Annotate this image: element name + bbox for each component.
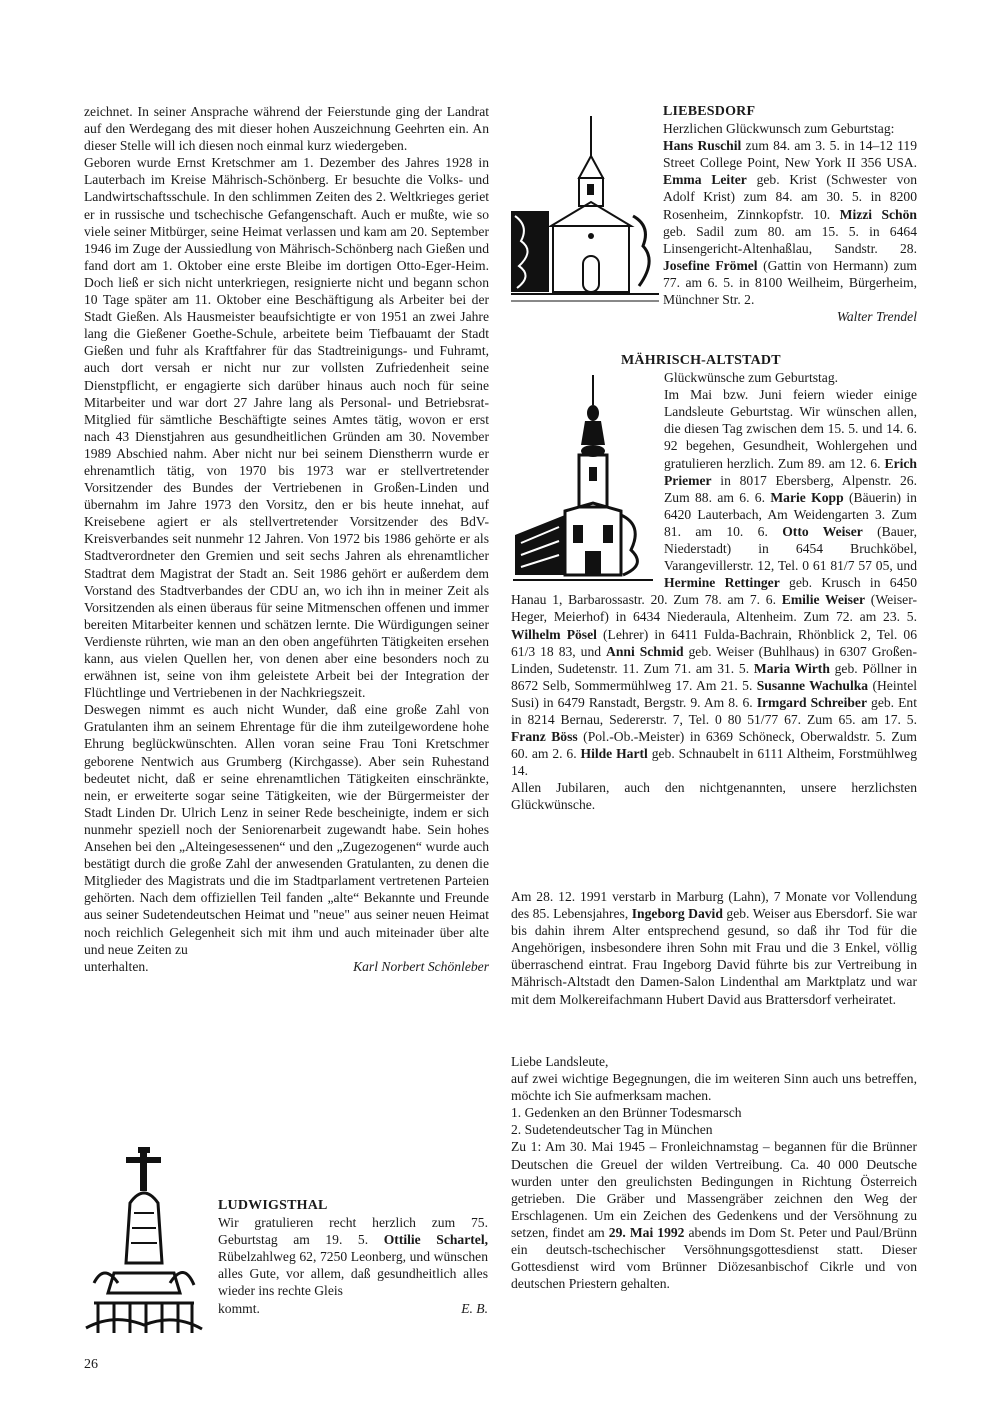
obituary-text: Am 28. 12. 1991 verstarb in Marburg (Lahn), 7 Monate vor Vollendung des 85. Lebensjahres, Ingeborg David geb. Weiser aus Ebersdorf. Sie war bis dahin ihrem Alter entsprechend gesund, so daß ihr Tod für die Angehörigen, insbesondere ihren Sohn mit Frau und die 3 Enkel, völlig überraschend eintrat. Frau Ingeborg David führte bis zur Vertreibung in Mährisch-Altstadt den Damen-Salon Lindenthal am Marktplatz und war mit dem Molkereifachmann Hubert David aus Brattersdorf verheiratet. bbox=[511, 889, 918, 1007]
person-name: Ingeborg David bbox=[631, 906, 723, 922]
letter-greeting: Liebe Landsleute, bbox=[511, 1054, 609, 1069]
person-name: Ottilie Schartel, bbox=[383, 1232, 488, 1248]
page-number: 26 bbox=[84, 1357, 98, 1372]
section-heading: LUDWIGSTHAL bbox=[218, 1198, 328, 1213]
liebesdorf-author: Walter Trendel bbox=[836, 309, 917, 325]
person-name: Mizzi Schön bbox=[839, 206, 917, 222]
article-last-words: unterhalten. bbox=[84, 958, 149, 974]
person-name: Marie Kopp bbox=[770, 489, 844, 505]
person-name: Emma Leiter bbox=[663, 172, 747, 188]
person-name: Hermine Rettinger bbox=[664, 575, 780, 591]
article-author: Karl Norbert Schönleber bbox=[353, 958, 489, 974]
person-name: Otto Weiser bbox=[782, 523, 863, 539]
obituary-section bbox=[511, 888, 917, 1008]
left-article bbox=[84, 103, 489, 975]
liebesdorf-section bbox=[511, 103, 917, 325]
person-name: Emilie Weiser bbox=[781, 592, 866, 608]
letter-intro: auf zwei wichtige Begegnungen, die im weiteren Sinn auch uns betreffen, möchte ich Sie aufmerksam machen. bbox=[511, 1071, 917, 1104]
ludwigsthal-text: Wir gratulieren recht herzlich zum 75. Geburtstag am 19. 5. Ottilie Schartel, Rübelzahlweg 62, 7250 Leonberg, und wünschen alles Gute, vor allem, daß gesundheitlich alles wieder ins rechte Gleis bbox=[218, 1215, 488, 1299]
altstadt-text: Im Mai bzw. Juni feiern wieder einige Landsleute Geburtstag. Wir wünschen allen, die diesen Tag zwischen dem 15. 5. und 14. 6. 92 begehen, Gesundheit, Wohlergehen und gratulieren herzlich. Zum 89. am 12. 6. Erich Priemer in 8017 Ebersberg, Alpenstr. 26. Zum 88. am 6. 6. Marie Kopp (Bäuerin) in 6420 Lauterbach, Am Weidengarten 3. Zum 81. am 10. 6. Otto Weiser (Bauer, Niederstadt) in 6454 Bruchköbel, Varangevillerstr. 12, Tel. 0 61 81/7 57 05, und Hermine Rettinger geb. Krusch in 6450 Hanau 1, Barbarossastr. 20. Zum 78. am 7. 6. Emilie Weiser (Weiser-Heger, Meierhof) in 6434 Niederaula, Altenheim. Zum 72. am 23. 5. Wilhelm Pösel (Lehrer) in 6411 Fulda-Bachrain, Rhönblick 2, Tel. 06 61/3 18 83, und Anni Schmid geb. Weiser (Buhlhaus) in 6307 Großen-Linden, Sudetenstr. 11. Zum 71. am 31. 5. Maria Wirth geb. Pöllner in 8672 Selb, Sommermühlweg 17. Am 21. 5. Susanne Wachulka (Heintel Susi) in 6479 Ranstadt, Bergstr. 9. Am 8. 6. Irmgard Schreiber geb. Ent in 8214 Bernau, Sedererstr. 7, Tel. 0 80 51/77 67. Zum 65. am 17. 5. Franz Böss (Pol.-Ob.-Meister) in 6369 Schöneck, Oberwaldstr. 5. Zum 60. am 2. 6. Hilde Hartl geb. Schnaubelt in 6111 Altheim, Forstmühlweg 14. bbox=[511, 387, 917, 779]
person-name: Wilhelm Pösel bbox=[511, 626, 597, 642]
person-name: Maria Wirth bbox=[753, 660, 830, 676]
event-date: 29. Mai 1992 bbox=[608, 1224, 685, 1240]
article-paragraph: Geboren wurde Ernst Kretschmer am 1. Dezember des Jahres 1928 in Lauterbach im Kreise Mährisch-Schönberg. Er besuchte die Volks- und Landwirtschaftsschule. In den schlimmen Zeiten des 2. Weltkrieges geriet er in russische und tschechische Gefangenschaft. Auch er mußte, wie so viele seiner Mitbürger, seine Heimat verlassen und kam am 20. September 1946 im Zuge der Aussiedlung von Mährisch-Schönberg nach Gießen und fand dort am 1. Oktober eine erste Bleibe im dortigen Otto-Eger-Heim. Doch ließ er sich nicht unterkriegen, resignierte nicht und begann schon 10 Tage später am 11. Oktober eine Beschäftigung als Arbeiter bei der Stadt Gießen. Als Hausmeister beaufsichtigte er von 1951 an zwei Jahre lang die Gießener Goethe-Schule, arbeitete beim Tiefbauamt der Stadt Gießen und fuhr als Kraftfahrer für das Stadtreinigungs- und Fuhramt, auch dort versah er nicht nur zur vollsten Zufriedenheit seine Dienstpflicht, er engagierte sich darüber hinaus auch noch für seine Mitarbeiter und war dort 27 Jahre lang als Personal- und Betriebsrat-Mitglied für sämtliche Beschäftigte seines Amtes tätig, wovon er erst nach 43 Dienstjahren aus gesundheitlichen Gründen am 30. November 1989 Abschied nahm. Aber nicht nur bei seinem Dienstherrn wurde er ehrenamtlich tätig, von 1970 bis 1973 war er stellvertretender Vorsitzender des Bundes der Vertriebenen in Großen-Linden und übernahm im Jahre 1973 den Vorsitz, den er bis heute innehat, auf Kreisebene agiert er als stellvertretender Vorsitzender des BdV-Kreisverbandes seit nunmehr 12 Jahren. Von 1972 bis 1986 gehörte er als Stadtverordneter den Gremien und seit sechs Jahren als ehrenamtlicher Stadtrat dem Magistrat der Stadt an. Seit 1986 gehört er außerdem dem Vorstand des Stadtverbandes der CDU an, wo ich ihn in meiner Zeit als Vorsitzenden als einen überaus für seine Mitmenschen offenen und immer bereiten Mitarbeiter kennen und schätzen lernte. Die Würdigungen seiner Verdienste rührten, wie man an den oben angeführten Tätigkeiten ersehen kann, aus vielen Quellen her, von denen aber eine besonders noch zu erwähnen ist, seine von ihm geleistete Arbeit bei der Integration der Flüchtlinge und Vertriebenen in der Nachkriegszeit. bbox=[84, 155, 489, 701]
article-signature bbox=[84, 958, 489, 975]
section-heading: LIEBESDORF bbox=[663, 104, 756, 119]
person-name: Anni Schmid bbox=[606, 643, 684, 659]
letter-section bbox=[511, 1053, 917, 1292]
altstadt-section bbox=[511, 352, 917, 814]
altstadt-intro: Glückwünsche zum Geburtstag. bbox=[664, 370, 839, 386]
section-heading: MÄHRISCH-ALTSTADT bbox=[621, 353, 781, 368]
person-name: Susanne Wachulka bbox=[756, 677, 869, 693]
person-name: Erich Priemer bbox=[664, 455, 917, 488]
ludwigsthal-author: E. B. bbox=[461, 1300, 488, 1316]
person-name: Franz Böss bbox=[511, 729, 578, 745]
altstadt-closing: Allen Jubilaren, auch den nichtgenannten, unsere herzlichsten Glückwünsche. bbox=[511, 780, 917, 813]
liebesdorf-intro: Herzlichen Glückwunsch zum Geburtstag: bbox=[663, 121, 895, 137]
letter-item: 1. Gedenken an den Brünner Todesmarsch bbox=[511, 1105, 742, 1121]
letter-text: Zu 1: Am 30. Mai 1945 – Fronleichnamstag – begannen für die Brünner Deutschen die Greuel der wilden Vertreibung. Ca. 40 000 Deutsche wurden unter den greulichsten Bedingungen in Richtung Österreich getrieben. Die Gräber und Massengräber zeichnen den Weg der Erschlagenen. Um ein Zeichen des Gedenkens und der Versöhnung zu setzen, findet am 29. Mai 1992 abends im Dom St. Peter und Paul/Brünn ein deutsch-tschechischer Versöhnungsgottesdienst statt. Dieser Gottesdienst wird vom Brünner Diözesanbischof Cikrle und von deutschen Priestern gehalten. bbox=[511, 1139, 918, 1292]
letter-item: 2. Sudetendeutscher Tag in München bbox=[511, 1122, 713, 1138]
person-name: Josefine Frömel bbox=[663, 257, 758, 273]
liebesdorf-text: Hans Ruschil zum 84. am 3. 5. in 14–12 119 Street College Point, New York II 356 USA. Emma Leiter geb. Krist (Schwester von Adolf Krist) zum 84. am 30. 5. in 8200 Rosenheim, Zinnkopfstr. 10. Mizzi Schön geb. Sadil zum 80. am 15. 5. in 6464 Linsengericht-Altenhaßlau, Sandstr. 28. Josefine Frömel (Gattin von Hermann) zum 77. am 6. 5. in 8100 Weilheim, Bürgerheim, Münchner Str. 2. bbox=[663, 138, 918, 308]
article-paragraph: Deswegen nimmt es auch nicht Wunder, daß eine große Zahl von Gratulanten ihm an seinem Ehrentage für die ihm zuteilgewordene hohe Ehrung beglückwünschten. Allen voran seine Frau Toni Kretschmer geborene Nentwich aus Grumberg (Kirchgasse). Aber sein Ruhestand bedeutet nicht, daß er seine ehrenamtlichen Tätigkeiten einschränkte, nein, er erweiterte sogar seine Tätigkeiten, wie der Bürgermeister der Stadt Linden Dr. Ulrich Lenz in seiner Rede bescheinigte, indem er sich nunmehr speziell noch der Seniorenarbeit zugewandt habe. Sein hohes Ansehen bei den „Alteingesessenen“ und den „Zugezogenen“ wurde auch bestätigt durch die große Zahl der anwesenden Gratulanten, zu denen die Mitglieder des Magistrats und die im Stadtparlament vertretenen Parteien gehörten. Nach dem offiziellen Teil fanden „alte“ Bekannte und Freunde aus seiner Sudetendeutschen Heimat und "neue" aus seiner neuen Heimat noch reichlich Gelegenheit sich mit ihm und auch miteinader über alte und neue Zeiten zu bbox=[84, 702, 489, 957]
ludwigsthal-section bbox=[218, 1197, 488, 1317]
wayside-cross-illustration bbox=[84, 1143, 204, 1338]
article-paragraph: zeichnet. In seiner Ansprache während der Feierstunde ging der Landrat auf den Werdegang des mit dieser hohen Auszeichnung Geehrten ein. An dieser Stelle will ich diesen noch einmal kurz wiedergeben. bbox=[84, 104, 489, 154]
person-name: Hilde Hartl bbox=[580, 746, 648, 762]
person-name: Irmgard Schreiber bbox=[756, 694, 867, 710]
person-name: Hans Ruschil bbox=[663, 138, 742, 154]
ludwigsthal-signature: kommt. E. B. bbox=[218, 1300, 488, 1316]
